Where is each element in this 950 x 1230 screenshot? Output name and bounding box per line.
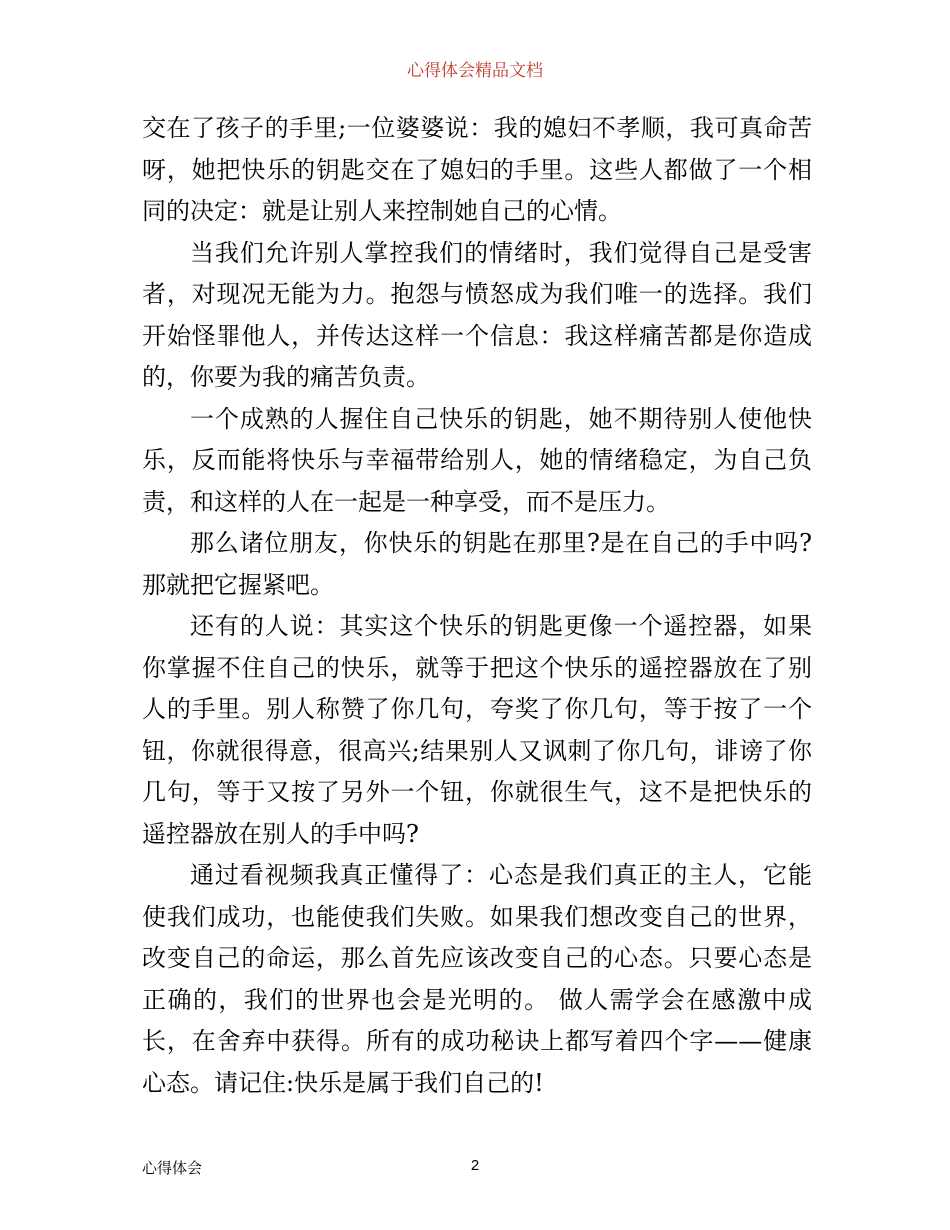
paragraph-continued: 交在了孩子的手里;一位婆婆说：我的媳妇不孝顺，我可真命苦呀，她把快乐的钥匙交在了媳妇的手里。这些人都做了一个相同的决定：就是让别人来控制她自己的心情。 — [142, 114, 812, 225]
paragraph: 还有的人说：其实这个快乐的钥匙更像一个遥控器，如果你掌握不住自己的快乐，就等于把这个快乐的遥控器放在了别人的手里。别人称赞了你几句，夸奖了你几句，等于按了一个钮，你就很得意，很高兴;结果别人又讽刺了你几句，诽谤了你几句，等于又按了另外一个钮，你就很生气，这不是把快乐的遥控器放在别人的手中吗? — [142, 612, 812, 848]
page-header-title: 心得体会精品文档 — [407, 61, 543, 81]
paragraph: 通过看视频我真正懂得了：心态是我们真正的主人，它能使我们成功，也能使我们失败。如果我们想改变自己的世界，改变自己的命运，那么首先应该改变自己的心态。只要心态是正确的，我们的世界也会是光明的。 做人需学会在感激中成长，在舍弃中获得。所有的成功秘诀上都写着四个字——健康心态。请记住:快乐是属于我们自己的! — [142, 861, 812, 1097]
footer-label: 心得体会 — [142, 1159, 203, 1177]
document-body — [142, 108, 812, 1104]
paragraph: 一个成熟的人握住自己快乐的钥匙，她不期待别人使他快乐，反而能将快乐与幸福带给别人，她的情绪稳定，为自己负责，和这样的人在一起是一种享受，而不是压力。 — [142, 404, 812, 516]
paragraph: 那么诸位朋友，你快乐的钥匙在那里?是在自己的手中吗?那就把它握紧吧。 — [142, 529, 812, 599]
paragraph: 当我们允许别人掌控我们的情绪时，我们觉得自己是受害者，对现况无能为力。抱怨与愤怒成为我们唯一的选择。我们开始怪罪他人，并传达这样一个信息：我这样痛苦都是你造成的，你要为我的痛苦负责。 — [142, 238, 812, 391]
page-number: 2 — [470, 1157, 480, 1174]
